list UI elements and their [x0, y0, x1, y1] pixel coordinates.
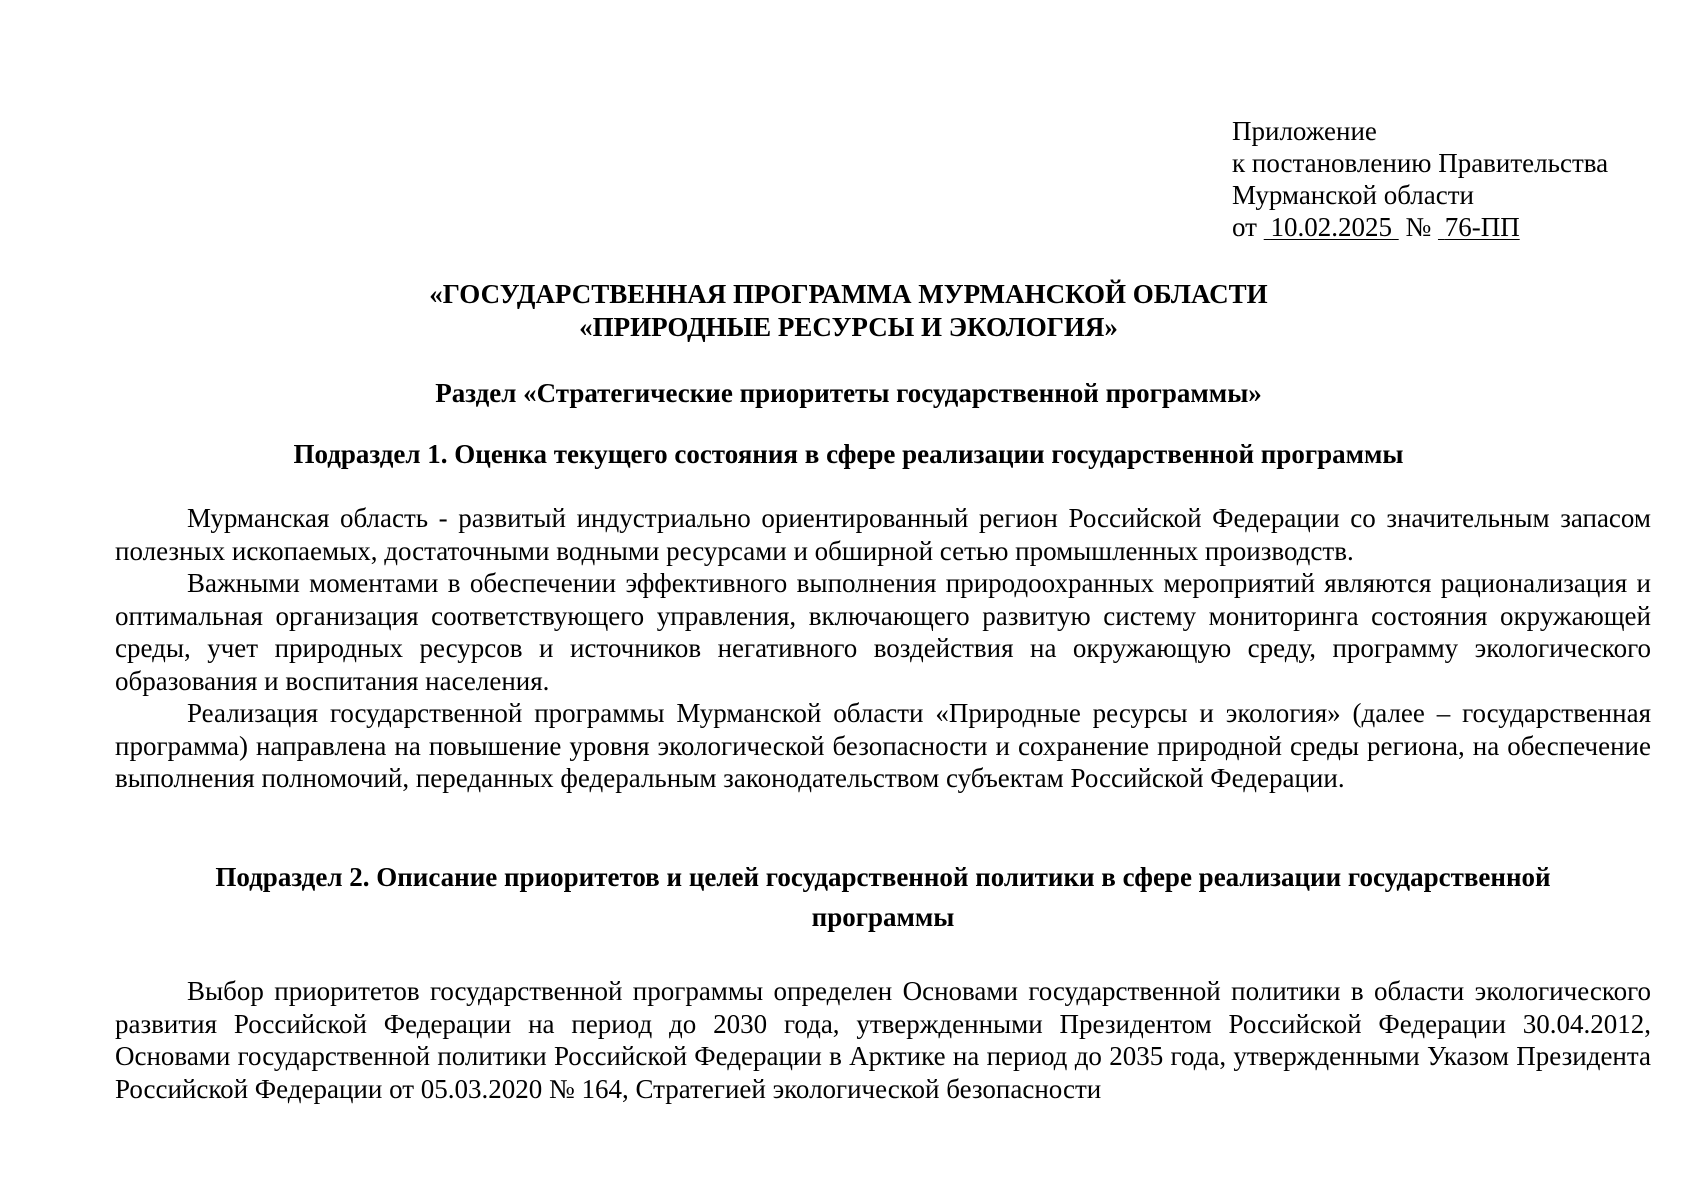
subsection2-title — [115, 857, 1651, 937]
subsection1-body — [115, 502, 1651, 795]
subsection2-title-line2: программы — [811, 902, 955, 932]
approval-number-sign: № — [1405, 212, 1432, 242]
approval-block — [1232, 115, 1608, 243]
section-title: Раздел «Стратегические приоритеты государственной программы» — [435, 378, 1262, 408]
approval-date-prefix: от — [1232, 212, 1257, 242]
approval-region: Мурманской области — [1232, 180, 1474, 210]
approval-date: 10.02.2025 — [1270, 212, 1392, 242]
approval-date-line — [1232, 211, 1608, 243]
subsection2-title-line1: Подраздел 2. Описание приоритетов и целей государственной политики в сфере реализации государственной — [215, 862, 1551, 892]
paragraph: Мурманская область - развитый индустриально ориентированный регион Российской Федерации со значительным запасом полезных ископаемых, достаточными водными ресурсами и обширной сетью промышленных производств. — [115, 503, 1651, 566]
approval-number: 76-ПП — [1444, 212, 1520, 242]
approval-resolution-ref: к постановлению Правительства — [1232, 148, 1609, 178]
program-title — [0, 278, 1697, 344]
paragraph: Важными моментами в обеспечении эффективного выполнения природоохранных мероприятий являются рационализация и оптимальная организация соответствующего управления, включающего развитую систему мониторинга состояния окружающей среды, учет природных ресурсов и источников негативного воздействия на окружающую среду, программу экологического образования и воспитания населения. — [115, 568, 1651, 696]
subsection2-body — [115, 975, 1651, 1105]
paragraph: Реализация государственной программы Мурманской области «Природные ресурсы и экология» (далее – государственная программа) направлена на повышение уровня экологической безопасности и сохранение природной среды региона, на обеспечение выполнения полномочий, переданных федеральным законодательством субъектам Российской Федерации. — [115, 698, 1651, 793]
subsection1-title: Подраздел 1. Оценка текущего состояния в сфере реализации государственной программы — [293, 439, 1404, 469]
paragraph: Выбор приоритетов государственной программы определен Основами государственной политики в области экологического развития Российской Федерации на период до 2030 года, утвержденными Президентом Российской Федерации 30.04.2012, Основами государственной политики Российской Федерации в Арктике на период до 2035 года, утвержденными Указом Президента Российской Федерации от 05.03.2020 № 164, Стратегией экологической безопасности — [115, 976, 1651, 1104]
program-title-line1: «ГОСУДАРСТВЕННАЯ ПРОГРАММА МУРМАНСКОЙ ОБЛАСТИ — [429, 279, 1268, 309]
program-title-line2: «ПРИРОДНЫЕ РЕСУРСЫ И ЭКОЛОГИЯ» — [579, 312, 1118, 342]
approval-label: Приложение — [1232, 116, 1377, 146]
